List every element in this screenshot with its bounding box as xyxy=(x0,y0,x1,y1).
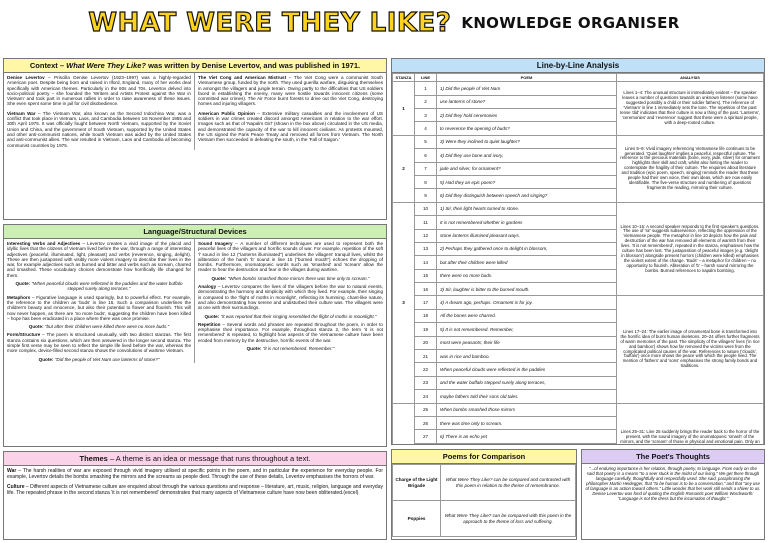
poem-line-text: stone lanterns illumined pleasant ways. xyxy=(437,229,617,242)
public-opinion-block: American Public Opinion – Extensive military casualties and the involvement of US soldiers in war crimes created discord amongst Americans in relation to the war effort. Images such as that of 'Napalm Girl' (shown in the box above) circulated in the US media, and demonstrated the capacity of the war to kill innocent civilians. As protests mounted, the US signed the Paris Peace Treaty and removed all forces from Vietnam. The North Vietnam then succeeded in defeating the south, in the 'Fall of Saigon.' xyxy=(198,110,383,143)
poem-line-text: but after their children were killed xyxy=(437,256,617,269)
stanza-number: 1 xyxy=(393,82,415,136)
analysis-table: STANZA LINE POEM ANALYSIS 1 1 1) Did the people of Viet Nam Lines 1–4: The unusual structure is immediately evident – the speaker leaves a number of questions towards an unknown listener (some have suggested possibly a child or their soldier fathers). The reference of 'Vietnam' in line 1 immediately sets the tone. The repetition of the past tense 'did' indicates that their culture is now a thing of the past. 'Lanterns', 'ceremonies' and 'reverence' suggest that these were a spiritual people, with a deep-rooted culture. 2 use lanterns of stone? 3 2) Did they hold ceremonies 4 to reverence the opening of buds? 2 5 3) Were they inclined to quiet laughter? Lines 5–9: Vivid imagery referencing Vietnamese life continues to be generated. 'Quiet laughter' implies a peaceful, respectful culture. The reference to the precious materials (bone, ivory, jade, silver) for ornament highlights their skill and craft, whilst also hinting the reader to contemplate the fragility of their culture. The enquiries about literature and tradition (epic poem, speech, singing) reminds the reader that these people had their own voice, their own ideas, which are now easily identifiable. The five-verse structure and numbering of questions fragments the reading, mirroring their culture. 6 4) Did they use bone and ivory, 7 jade and silver, for ornament? 8 5) Had they an epic poem? 9 6) Did they distinguish between speech and singing? 3 10 1) Sir, their light hearts turned to stone. Lines 10–16: A second speaker responds to the first speaker's questions. The use of 'sir' suggests subservience, reflecting the oppression of the Vietnamese people. The metaphor in line 10 depicts how the pain and destruction of the war has removed all elements of warmth from their lives. 'It is not remembered', repeated in the stanza, emphasises how the culture has been lost. The juxtaposition of peaceful images (e.g. 'delight in blossom') alongside present horrors (children were killed) emphasises the violent extent of the change. 'Buds' – a metaphor for children – no opportunity to flourish. Alliteration of 'b' – harsh sound mirroring the bombs. Burned references to napalm bombing. 11 It is not remembered whether in gardens 12 stone lanterns illumined pleasant ways. 13 2) Perhaps they gathered once to delight in blossom, 14 but after their children were killed 15 there were no more buds. 16 3) Sir, laughter is bitter to the burned mouth. 17 4) A dream ago, perhaps. Ornament is for joy. Lines 17–24: The earlier image of ornamental bone is transformed into the horrific idea of burnt human skeletons. 20–24 offers further fragments of warm memories of the past. The simplicity of the villagers' lives ('in rice and bamboo') shows how far removed the victims were from the complicated political causes of the war. References to nature ('clouds', 'buffalo') once more shows the peace with which the people lived. The mention of 'fathers' and 'sons' emphasises the strong family bonds and traditions. 18 All the bones were charred. 19 5) It is not remembered. Remember, 20 most were peasants; their life 21 was in rice and bamboo. 22 When peaceful clouds were reflected in the paddies 23 and the water buffalo stepped surely along terraces, 24 maybe fathers told their sons old tales. 25 When bombs smashed those mirrors Lines 25–31: Line 25 suddenly brings the reader back to the horror of the present, with the sound imagery of the onomatopoeic 'smash' of the mirrors, and the 'scream' of those in physical and emotional pain. Only an 26 there was time only to scream. 27 6) There is an echo yet xyxy=(392,73,764,445)
line-number: 18 xyxy=(415,309,437,322)
poem-line-row xyxy=(393,403,764,416)
viet-cong-block: The Viet Cong and American Mistrust – The Viet Cong were a communist South Vietnamese group, funded by the north. They used guerilla warfare, disguising themselves in amongst the villagers and jungle terrain. Owing partly to the difficulties that US soldiers faced in establishing the enemy, many were hostile towards innocent citizens (some committed war crimes). The Air Force burnt forests to drive out the Viet Cong, destroying homes and injuring villagers. xyxy=(198,75,383,107)
poem-line-text: there was time only to scream. xyxy=(437,416,617,429)
thoughts-heading: The Poet's Thoughts xyxy=(582,450,764,464)
line-number: 4 xyxy=(415,122,437,135)
line-number: 6 xyxy=(415,149,437,162)
line-number: 13 xyxy=(415,242,437,255)
line-number: 12 xyxy=(415,229,437,242)
analogy-quote: Quote: "it was reported that their singing resembled the flight of moths in moonlight." xyxy=(204,313,377,319)
poem-line-text: 4) A dream ago, perhaps. Ornament is for joy. xyxy=(437,296,617,309)
line-number: 23 xyxy=(415,376,437,389)
page-header xyxy=(0,0,768,46)
line-number: 5 xyxy=(415,135,437,148)
poem-line-text: It is not remembered whether in gardens xyxy=(437,216,617,229)
line-number: 16 xyxy=(415,283,437,296)
poem-line-text: 6) There is an echo yet xyxy=(437,430,617,443)
themes-heading: Themes – A theme is an idea or message that runs throughout a text. xyxy=(4,452,386,466)
poem-line-text: 5) Had they an epic poem? xyxy=(437,175,617,188)
line-number: 17 xyxy=(415,296,437,309)
comparison-row: Poppies What Were They Like? can be compared with this poem in the approach to the theme of loss and suffering. xyxy=(393,501,576,537)
stanza-number: 3 xyxy=(393,202,415,403)
poem-line-text: 2) Perhaps they gathered once to delight in blossom, xyxy=(437,242,617,255)
comparison-row: Charge of the Light Brigade What Were They Like? can be compared and contrasted with this poem in relation to the theme of remembrance. xyxy=(393,465,576,501)
poem-line-row xyxy=(393,202,764,215)
line-number: 11 xyxy=(415,216,437,229)
poem-line-text: 3) Were they inclined to quiet laughter? xyxy=(437,135,617,148)
line-number xyxy=(415,443,437,445)
page-title: WHAT WERE THEY LIKE? xyxy=(88,8,452,38)
interesting-verbs-quote: Quote: "When peaceful clouds were reflected in the paddies and the water buffalo stepped surely along terraces." xyxy=(15,281,183,292)
theme-war-block: War – The harsh realities of war are exposed through vivid imagery utilised at specific points in the poem, and in particular the experience for everyday people. For example, Levertov details the bombs smashing the mirrors and the screams as people died. Through the use of these details, Levertov emphasises the horrors of war. xyxy=(7,468,383,480)
themes-section xyxy=(3,451,387,540)
sound-imagery-quote: Quote: "When bombs smashed those mirrors there was time only to scream." xyxy=(211,275,370,281)
poem-line-text: there were no more buds. xyxy=(437,269,617,282)
poem-line-text: most were peasants; their life xyxy=(437,336,617,349)
poem-line-text: maybe fathers told their sons old tales. xyxy=(437,390,617,403)
line-number: 21 xyxy=(415,350,437,363)
line-number: 19 xyxy=(415,323,437,336)
poem-line-text: 5) It is not remembered. Remember, xyxy=(437,323,617,336)
poem-line-text: was in rice and bamboo. xyxy=(437,350,617,363)
line-number: 1 xyxy=(415,82,437,95)
line-number: 26 xyxy=(415,416,437,429)
poem-line-row xyxy=(393,296,764,309)
poem-line-text: 1) Sir, their light hearts turned to stone. xyxy=(437,202,617,215)
line-number: 27 xyxy=(415,430,437,443)
form-structure-block: Form/Structure – The poem is structured unusually, with two distinct stanzas. The first stanza contains six questions, which are then answered in the longer second stanza. The simple first verse may be seen to reflect the simple life lived before the war, whereas the more complex, device-filled second stanza shows the convolutions of wartime Vietnam. xyxy=(7,332,191,354)
interesting-verbs-block: Interesting Verbs and Adjectives – Levertov creates a vivid image of the placid and idyllic lives that the citizens of Vietnam lived before the war, through a range of interesting adjectives (peaceful, illuminated, light, pleasant) and verbs (reverence, singing, delight). These are then juxtaposed with visibly more violent imagery to describe their lives in the war, for example adjectives such as burned and bitter and verbs such as scream, charred and smashed. These vocabulary choices demonstrate how horrifically life changed for them. xyxy=(7,241,191,278)
page-subtitle: KNOWLEDGE ORGANISER xyxy=(461,14,680,32)
context-section xyxy=(3,58,387,220)
repetition-quote: Quote: "it is not remembered. Remember:" xyxy=(246,346,335,352)
line-number: 8 xyxy=(415,175,437,188)
thoughts-text: "...of enduring importance is her relation, through poetry, to language. From early on she said that poetry is a means "to a seer stuck in the midst of our living." We get there through language carefully, thoughtfully and respectfully used. She said, paraphrasing the philosopher Martin Heidegger, that "to be human is to be a conversation," and that "any use of language is an action toward others." Little wonder that her work still sends a shiver to us. Denise Levertov was fond of quoting the English Romantic poet William Wordsworth: "Language is not the dress but the incarnation of thought." xyxy=(585,466,761,501)
denise-levertov-block: Denise Levertov – Priscilla Denise Levertov (1923–1997) was a highly-regarded American poet. Despite being born and raised in Ilford, England, many of her works deal specifically with American themes. Particularly in the 60s and 70s, Levertov delved into socio-political poetry – she founded the 'Writers and Artists Protest against the War in Vietnam' and took part in numerous rallies in order to raise awareness of these issues. She even spent some time in jail for civil disobedience. xyxy=(7,75,191,107)
analysis-note: Lines 25–31: Line 25 suddenly brings the reader back to the horror of the present, with the sound imagery of the onomatopoeic 'smash' of the mirrors, and the 'scream' of those in physical and emotional pain. Only an xyxy=(617,403,764,445)
line-number: 15 xyxy=(415,269,437,282)
language-heading: Language/Structural Devices xyxy=(4,225,386,239)
comparison-table xyxy=(392,464,576,537)
analysis-heading: Line-by-Line Analysis xyxy=(392,59,764,73)
poem-line-text: use lanterns of stone? xyxy=(437,95,617,108)
stanza-number: 2 xyxy=(393,135,415,202)
analysis-note: Lines 17–24: The earlier image of ornamental bone is transformed into the horrific idea of burnt human skeletons. 20–24 offers further fragments of warm memories of the past. The simplicity of the villagers' lives ('in rice and bamboo') shows how far removed the victims were from the complicated political causes of the war. References to nature ('clouds', 'buffalo') once more shows the peace with which the people lived. The mention of 'fathers' and 'sons' emphasises the strong family bonds and traditions. xyxy=(617,296,764,403)
language-section xyxy=(3,224,387,447)
poem-line-text: 2) Did they hold ceremonies xyxy=(437,108,617,121)
line-number: 10 xyxy=(415,202,437,215)
analysis-note: Lines 10–16: A second speaker responds to the first speaker's questions. The use of 'sir' suggests subservience, reflecting the oppression of the Vietnamese people. The metaphor in line 10 depicts how the pain and destruction of the war has removed all elements of warmth from their lives. 'It is not remembered', repeated in the stanza, emphasises how the culture has been lost. The juxtaposition of peaceful images (e.g. 'delight in blossom') alongside present horrors (children were killed) emphasises the violent extent of the change. 'Buds' – a metaphor for children – no opportunity to flourish. Alliteration of 'b' – harsh sound mirroring the bombs. Burned references to napalm bombing. xyxy=(617,202,764,296)
poem-line-text: to reverence the opening of buds? xyxy=(437,122,617,135)
repetition-block: Repetition – Several words and phrases are repeated throughout the poem, in order to emphasise their importance. For example, throughout stanza 2, the term 'it is not remembered' is repeated, to highlight how aspects of the Vietnamese culture have been eroded from memory by the destructive, horrific events of the war. xyxy=(198,321,383,343)
line-number: 2 xyxy=(415,95,437,108)
stanza-number xyxy=(393,403,415,445)
analogy-block: Analogy – Levertov compares the lives of the villagers before the war to natural events, demonstrating the harmony and simplicity with which they lived. For example, their singing is compared to the 'flight of moths in moonlight', reflecting its humming, chant-like nature, and also demonstrating how serene and undisturbed their culture was. The villagers were at one with their surroundings. xyxy=(198,284,383,311)
line-number: 22 xyxy=(415,363,437,376)
theme-culture-block: Culture – Different aspects of Vietnamese culture are enquired about through the various questions and response – literature, art, music, religion, language and everyday life. The repeated phrase in the second stanza 'it is not remembered' demonstrates that many aspects of Vietnamese culture have now been obliterated.(excel) xyxy=(7,484,383,496)
metaphors-block: Metaphors – Figurative language is used sparingly, but to powerful effect. For example, the reference to the children as 'buds' in line 15. Such a comparison underlines the children's beauty and innocence, but also their potential to flower and flourish. This will now never happen, as there are 'no more buds', suggesting the children have been killed – hope has been eradicated in a place where there was once promise. xyxy=(7,294,191,321)
sound-imagery-block: Sound Imagery – A number of different techniques are used to represent both the peaceful lives of the villagers and horrific sounds of war. For example, repetition of the soft 'l' sound in line 12 ("lanterns illuminated") underlines the villagers' tranquil lives, whilst the alliteration of the harsh 'b' sound in line 15 ("burned mouth") echoes the dropping of bombs. Furthermore, onomatopoeic words such as 'smashed' and 'scream' allow the reader to hear the destruction and fear in the villages during wartime. xyxy=(198,241,383,273)
poem-line-text: 4) Did they use bone and ivory, xyxy=(437,149,617,162)
poem-line-text: 6) Did they distinguish between speech and singing? xyxy=(437,189,617,202)
poem-line-text: When peaceful clouds were reflected in the paddies xyxy=(437,363,617,376)
thoughts-section xyxy=(581,449,765,540)
comparison-heading: Poems for Comparison xyxy=(392,450,576,464)
metaphors-quote: Quote: "but after their children were killed there were no more buds." xyxy=(28,324,170,330)
analysis-note: Lines 5–9: Vivid imagery referencing Vietnamese life continues to be generated. 'Quiet laughter' implies a peaceful, respectful culture. The reference to the precious materials (bone, ivory, jade, silver) for ornament highlights their skill and craft, whilst also hinting the reader to contemplate the fragility of their culture. The enquiries about literature and tradition (epic poem, speech, singing) reminds the reader that these people had their own voice, their own ideas, which are now easily identifiable. The five-verse structure and numbering of questions fragments the reading, mirroring their culture. xyxy=(617,135,764,202)
analysis-section xyxy=(391,58,765,445)
poem-line-text: When bombs smashed those mirrors xyxy=(437,403,617,416)
context-heading: Context – What Were They Like? was written by Denise Levertov, and was published in 1971. xyxy=(4,59,386,73)
poem-line-text xyxy=(437,443,617,445)
line-number: 14 xyxy=(415,256,437,269)
poem-line-row xyxy=(393,82,764,95)
analysis-note: Lines 1–4: The unusual structure is immediately evident – the speaker leaves a number of questions towards an unknown listener (some have suggested possibly a child or their soldier fathers). The reference of 'Vietnam' in line 1 immediately sets the tone. The repetition of the past tense 'did' indicates that their culture is now a thing of the past. 'Lanterns', 'ceremonies' and 'reverence' suggest that these were a spiritual people, with a deep-rooted culture. xyxy=(617,82,764,136)
line-number: 7 xyxy=(415,162,437,175)
poem-line-row xyxy=(393,135,764,148)
line-number: 3 xyxy=(415,108,437,121)
line-number: 24 xyxy=(415,390,437,403)
line-number: 20 xyxy=(415,336,437,349)
line-number: 9 xyxy=(415,189,437,202)
poem-line-text: 3) Sir, laughter is bitter to the burned mouth. xyxy=(437,283,617,296)
poem-line-text: and the water buffalo stepped surely along terraces, xyxy=(437,376,617,389)
poem-line-text: 1) Did the people of Viet Nam xyxy=(437,82,617,95)
poem-line-text: jade and silver, for ornament? xyxy=(437,162,617,175)
form-structure-quote: Quote: "Did the people of Viet Nam use lanterns of stone?" xyxy=(38,356,160,362)
poem-line-text: All the bones were charred. xyxy=(437,309,617,322)
line-number: 25 xyxy=(415,403,437,416)
vietnam-war-block: Vietnam War – The Vietnam War, also known as the Second Indochina War, was a conflict that took place in Vietnam, Laos, and Cambodia between 1st November 1955 and 30th April 1975. It was officially fought between North Vietnam, supported by the Soviet Union and China, and the government of South Vietnam, supported by the United States and other anti-communist nations, while South Vietnam was aided by the United States and anti-communist allies. The war resulted in Vietnam, Laos and Cambodia all becoming communist countries by 1975. xyxy=(7,110,191,148)
comparison-section xyxy=(391,449,577,540)
